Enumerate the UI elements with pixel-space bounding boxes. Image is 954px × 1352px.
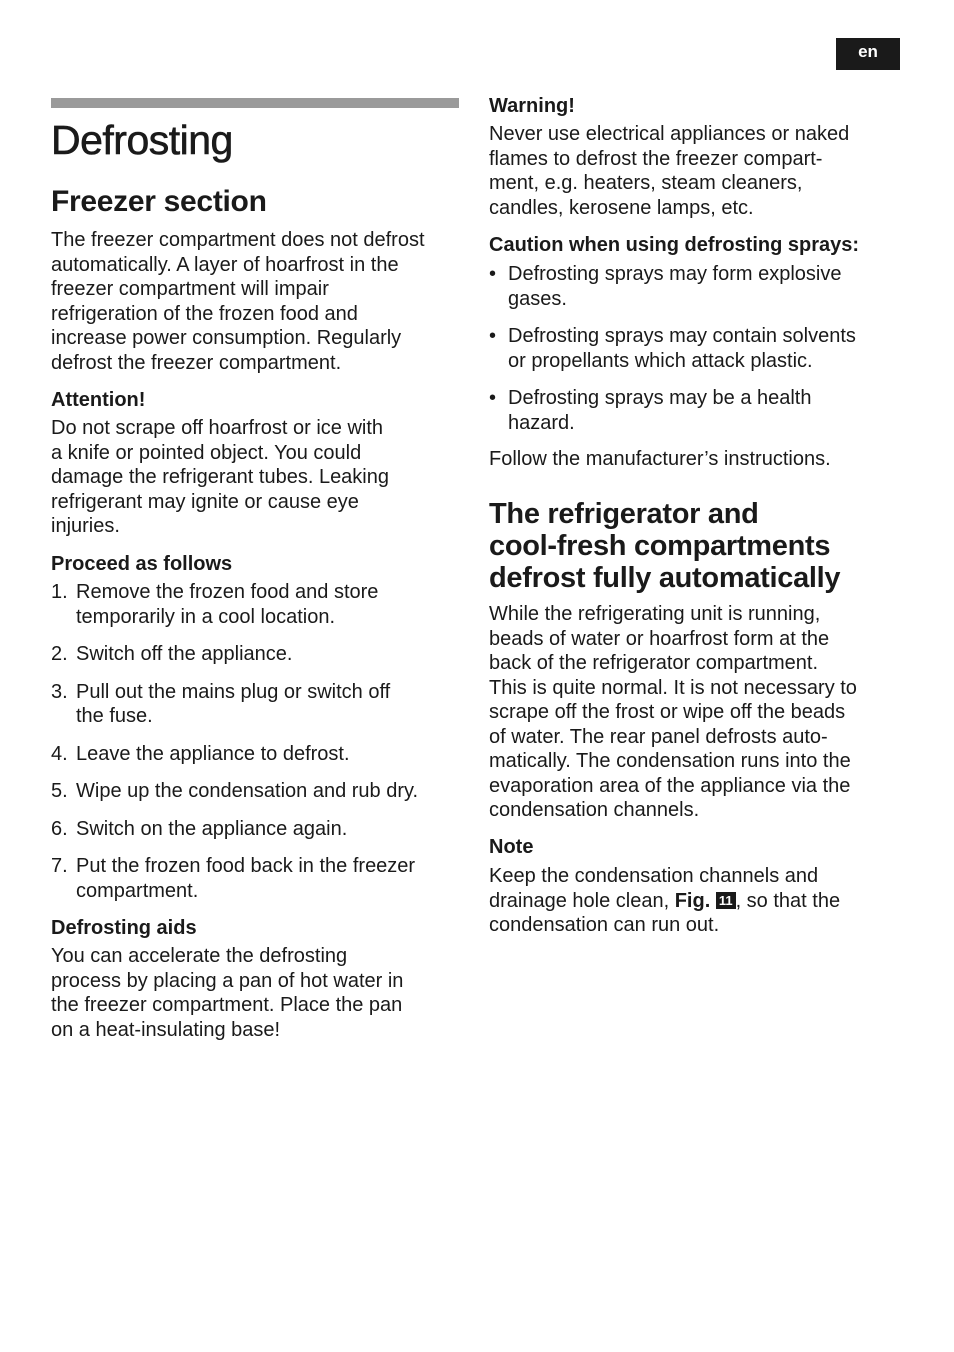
auto-text-line: back of the refrigerator compartment.	[489, 652, 819, 674]
auto-defrost-heading	[489, 498, 919, 594]
freezer-intro-line: increase power consumption. Regularly	[51, 327, 402, 349]
auto-text-line: matically. The condensation runs into the	[489, 750, 851, 772]
step-item	[51, 779, 471, 804]
freezer-intro-line: refrigeration of the frozen food and	[51, 302, 358, 325]
page-title: Defrosting	[51, 117, 233, 163]
auto-defrost-text	[489, 602, 919, 823]
caution-line: Defrosting sprays may be a health	[508, 387, 812, 409]
figure-number-badge: 11	[716, 892, 736, 909]
freezer-intro-line: defrost the freezer compartment.	[51, 351, 342, 374]
note-title: Note	[489, 836, 534, 858]
step-number: 7.	[51, 855, 68, 877]
aids-line: You can accelerate the defrosting	[51, 945, 348, 967]
step-item	[51, 642, 471, 667]
caution-item	[489, 386, 909, 435]
step-line: Pull out the mains plug or switch off	[76, 680, 391, 703]
step-line: Remove the frozen food and store	[76, 581, 379, 603]
step-line: Leave the appliance to defrost.	[76, 742, 350, 765]
aids-line: process by placing a pan of hot water in	[51, 969, 404, 992]
steps-list	[51, 580, 471, 903]
step-line: compartment.	[76, 879, 199, 902]
auto-text-line: scrape off the frost or wipe off the beads	[489, 701, 846, 723]
language-tab: en	[836, 38, 900, 70]
proceed-title: Proceed as follows	[51, 553, 233, 575]
attention-line: injuries.	[51, 515, 120, 537]
caution-line: or propellants which attack plastic.	[508, 349, 813, 372]
warning-title: Warning!	[489, 95, 575, 117]
note-text	[489, 864, 919, 938]
freezer-intro	[51, 228, 471, 375]
step-number: 4.	[51, 742, 68, 765]
caution-line: hazard.	[508, 411, 575, 434]
step-line: Wipe up the condensation and rub dry.	[76, 780, 419, 802]
bullet-icon: •	[489, 263, 497, 285]
step-item	[51, 817, 471, 842]
attention-text	[51, 416, 471, 539]
attention-line: damage the refrigerant tubes. Leaking	[51, 466, 389, 488]
caution-line: Defrosting sprays may form explosive	[508, 263, 842, 285]
note-line: condensation can run out.	[489, 914, 720, 936]
aids-text	[51, 944, 471, 1042]
step-number: 1.	[51, 581, 68, 603]
auto-text-line: evaporation area of the appliance via the	[489, 774, 851, 797]
step-number: 6.	[51, 817, 68, 840]
note-line2-pre: drainage hole clean,	[489, 889, 675, 912]
step-item	[51, 680, 471, 729]
auto-text-line: While the refrigerating unit is running,	[489, 603, 821, 625]
freezer-intro-line: automatically. A layer of hoarfrost in the	[51, 253, 399, 276]
auto-text-line: condensation channels.	[489, 799, 700, 821]
caution-item	[489, 324, 909, 373]
auto-heading-line: The refrigerator and	[489, 498, 759, 530]
step-item	[51, 742, 471, 767]
auto-text-line: This is quite normal. It is not necessary to	[489, 676, 857, 699]
caution-line: gases.	[508, 287, 567, 310]
step-line: the fuse.	[76, 705, 153, 727]
auto-text-line: beads of water or hoarfrost form at the	[489, 627, 830, 650]
attention-line: a knife or pointed object. You could	[51, 441, 362, 464]
step-item	[51, 580, 471, 629]
step-line: temporarily in a cool location.	[76, 605, 336, 628]
aids-line: on a heat-insulating base!	[51, 1018, 281, 1041]
auto-heading-line: defrost fully automatically	[489, 562, 841, 594]
caution-line: Defrosting sprays may contain solvents	[508, 325, 856, 347]
warning-line: Never use electrical appliances or naked	[489, 123, 850, 145]
warning-line: ment, e.g. heaters, steam cleaners,	[489, 172, 803, 194]
attention-title: Attention!	[51, 389, 146, 411]
step-line: Put the frozen food back in the freezer	[76, 855, 416, 877]
freezer-intro-line: freezer compartment will impair	[51, 278, 329, 300]
step-number: 2.	[51, 643, 68, 665]
aids-title: Defrosting aids	[51, 917, 197, 939]
warning-line: candles, kerosene lamps, etc.	[489, 196, 754, 219]
step-line: Switch on the appliance again.	[76, 817, 348, 840]
step-item	[51, 854, 471, 903]
step-number: 5.	[51, 780, 68, 802]
note-line	[489, 889, 919, 914]
figure-reference-label: Fig.	[674, 889, 711, 912]
auto-heading-line: cool-fresh compartments	[489, 530, 831, 562]
step-number: 3.	[51, 680, 68, 703]
freezer-intro-line: The freezer compartment does not defrost	[51, 229, 425, 251]
attention-line: refrigerant may ignite or cause eye	[51, 490, 359, 513]
bullet-icon: •	[489, 325, 497, 347]
caution-list	[489, 262, 909, 435]
follow-instructions: Follow the manufacturer’s instructions.	[489, 448, 831, 470]
auto-text-line: of water. The rear panel defrosts auto-	[489, 725, 828, 748]
warning-line: flames to defrost the freezer compart-	[489, 147, 823, 170]
note-line2-post: , so that the	[735, 889, 841, 912]
caution-title: Caution when using defrosting sprays:	[489, 234, 860, 256]
freezer-section-heading: Freezer section	[51, 185, 267, 218]
step-line: Switch off the appliance.	[76, 643, 293, 665]
caution-item	[489, 262, 909, 311]
aids-line: the freezer compartment. Place the pan	[51, 994, 403, 1016]
warning-text	[489, 122, 909, 220]
attention-line: Do not scrape off hoarfrost or ice with	[51, 417, 384, 439]
bullet-icon: •	[489, 387, 497, 409]
title-rule	[51, 98, 459, 108]
note-line: Keep the condensation channels and	[489, 865, 819, 887]
